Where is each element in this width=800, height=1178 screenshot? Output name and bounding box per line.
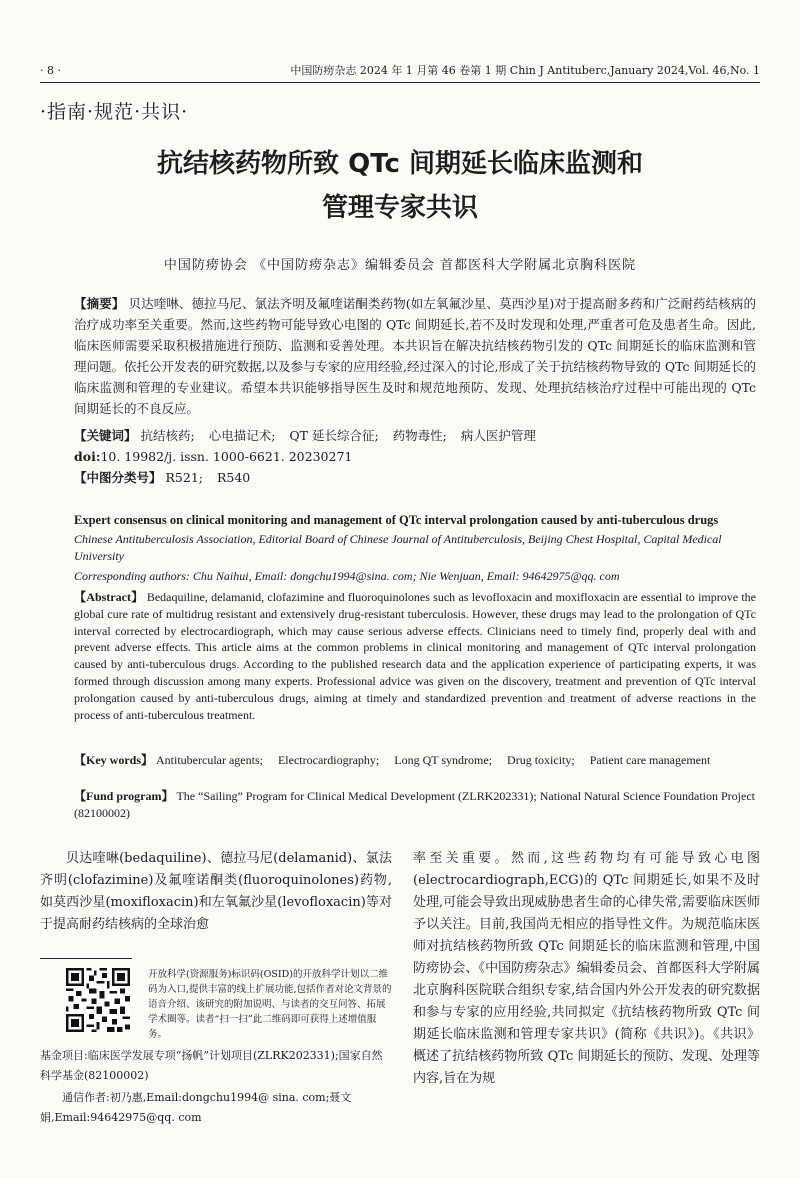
clc-code: R521;: [165, 470, 203, 485]
column-label: ·指南·规范·共识·: [40, 101, 189, 123]
clc-label: 【中图分类号】: [74, 470, 162, 485]
body-text-left-column: 贝达喹啉(bedaquiline)、德拉马尼(delamanid)、氯法齐明(clofazimine)及氟喹诺酮类(fluoroquinolones)药物,如莫西沙星(moxifloxacin)和左氧氟沙星(levofloxacin)等对于提高耐药结核病的全球治愈: [40, 851, 392, 932]
abstract-cn: [74, 293, 756, 419]
abstract-en-label: 【Abstract】: [74, 590, 144, 604]
page-number: · 8 ·: [40, 64, 61, 77]
keywords-en: [74, 752, 756, 769]
journal-info: 中国防痨杂志 2024 年 1 月第 46 卷第 1 期 Chin J Antituberc,January 2024,Vol. 46,No. 1: [290, 64, 760, 77]
osid-qr-code[interactable]: [66, 968, 130, 1032]
running-head: [40, 62, 760, 80]
keyword-cn: QT 延长综合征;: [289, 428, 379, 443]
article-title: [60, 142, 740, 230]
english-title: Expert consensus on clinical monitoring and management of QTc interval prolongation caused by anti-tuberculous drugs: [74, 513, 719, 527]
keyword-en: Patient care management: [589, 753, 711, 767]
english-affiliations: Chinese Antituberculosis Association, Editorial Board of Chinese Journal of Antituberculosis, Beijing Chest Hospital, Capital Medical University: [74, 532, 722, 563]
osid-description: 开放科学(资源服务)标识码(OSID)的开放科学计划以二维码为入口,提供丰富的线上扩展功能,包括作者对论文背景的语音介绍、该研究的附加说明、与读者的交互问答、拓展学术圈等。读者“扫一扫”此二维码即可获得上述增值服务。: [148, 969, 392, 1040]
english-corresponding: Corresponding authors: Chu Naihui, Email: dongchu1994@sina. com; Nie Wenjuan, Email: 94642975@qq. com: [74, 569, 620, 583]
abstract-en-text: Bedaquiline, delamanid, clofazimine and fluoroquinolones such as levofloxacin and moxifloxacin are essential to improve the global cure rate of multidrug resistant and extensively drug-resistant tuberculosis. However, these drugs may lead to the prolongation of QTc interval corrected by electrocardiograph, which may cause serious adverse effects. Clinicians need to timely find, properly deal with and prevent adverse effects. This article aims at the common problems in clinical monitoring and management of QTc interval prolongation caused by anti-tuberculous drugs. According to the published research data and the application experience of participating experts, it was formed through discussion among many experts. Professional advice was given on the discovery, treatment and prevention of QTc interval prolongation caused by anti-tuberculous drugs, aiming at timely and standardized prevention and treatment of adverse reactions in the process of anti-tuberculous treatment.: [74, 590, 757, 722]
author-list: 中国防痨协会 《中国防痨杂志》编辑委员会 首都医科大学附属北京胸科医院: [163, 258, 637, 273]
abstract-cn-text: 贝达喹啉、德拉马尼、氯法齐明及氟喹诺酮类药物(如左氧氟沙星、莫西沙星)对于提高耐多药和广泛耐药结核病的治疗成功率至关重要。然而,这些药物可能导致心电图的 QTc 间期延长,若不及时发现和处理,严重者可危及患者生命。因此,临床医师需要采取积极措施进行预防、监测和妥善处理。本共识旨在解决抗结核药物引发的 QTc 间期延长的临床监测和管理问题。依托公开发表的研究数据,以及参与专家的应用经验,经过深入的讨论,形成了关于抗结核药物导致的 QTc 间期延长的临床监测和管理的专业建议。希望本共识能够指导医生及时和规范地预防、发现、处理抗结核治疗过程中可能出现的 QTc 间期延长的不良反应。: [74, 296, 756, 416]
keywords-cn: [74, 425, 756, 446]
article-title-line-1: 抗结核药物所致 QTc 间期延长临床监测和: [157, 149, 643, 179]
corresponding-footnote: 通信作者:初乃惠,Email:dongchu1994@ sina. com;聂文娟,Email:94642975@qq. com: [40, 1091, 352, 1124]
keywords-en-label: 【Key words】: [74, 753, 153, 767]
fund-program-en-label: 【Fund program】: [74, 789, 174, 803]
doi-value[interactable]: 10. 19982/j. issn. 1000-6621. 20230271: [100, 449, 353, 464]
header-rule: [40, 82, 760, 83]
footnote-rule: [40, 958, 132, 959]
keyword-cn: 病人医护管理: [460, 428, 536, 443]
fund-footnote: 基金项目:临床医学发展专项“扬帆”计划项目(ZLRK202331);国家自然科学基金(82100002): [40, 1049, 383, 1082]
keyword-en: Drug toxicity;: [507, 753, 575, 767]
keyword-en: Antitubercular agents;: [156, 753, 263, 767]
fund-program-en: [74, 788, 756, 822]
keyword-en: Long QT syndrome;: [394, 753, 493, 767]
keywords-cn-label: 【关键词】: [74, 428, 137, 443]
abstract-en: [74, 589, 756, 723]
doi: [74, 446, 756, 467]
clc-number: [74, 467, 756, 488]
keyword-cn: 抗结核药;: [140, 428, 195, 443]
fund-program-en-text: The “Sailing” Program for Clinical Medical Development (ZLRK202331); National Natural Science Foundation Project (82100002): [74, 789, 755, 820]
body-text-right-column: 率至关重要。然而,这些药物均有可能导致心电图(electrocardiograph,ECG)的 QTc 间期延长,如果不及时处理,可能会导致出现威胁患者生命的心律失常,需要临床医师予以关注。目前,我国尚无相应的指导性文件。为规范临床医师对抗结核药物所致 QTc 间期延长的临床监测和管理,中国防痨协会、《中国防痨杂志》编辑委员会、首都医科大学附属北京胸科医院联合组织专家,结合国内外公开发表的研究数据和参与专家的应用经验,共同拟定《抗结核药物所致 QTc 间期延长临床监测和管理专家共识》(简称《共识》)。《共识》概述了抗结核药物所致 QTc 间期延长的预防、发现、处理等内容,旨在为规: [413, 851, 760, 1086]
article-title-line-2: 管理专家共识: [321, 193, 478, 223]
clc-code: R540: [216, 470, 251, 485]
keyword-cn: 心电描记术;: [208, 428, 276, 443]
keyword-en: Electrocardiography;: [277, 753, 380, 767]
keyword-cn: 药物毒性;: [392, 428, 447, 443]
abstract-cn-label: 【摘要】: [74, 296, 125, 311]
doi-label: doi:: [74, 449, 101, 464]
